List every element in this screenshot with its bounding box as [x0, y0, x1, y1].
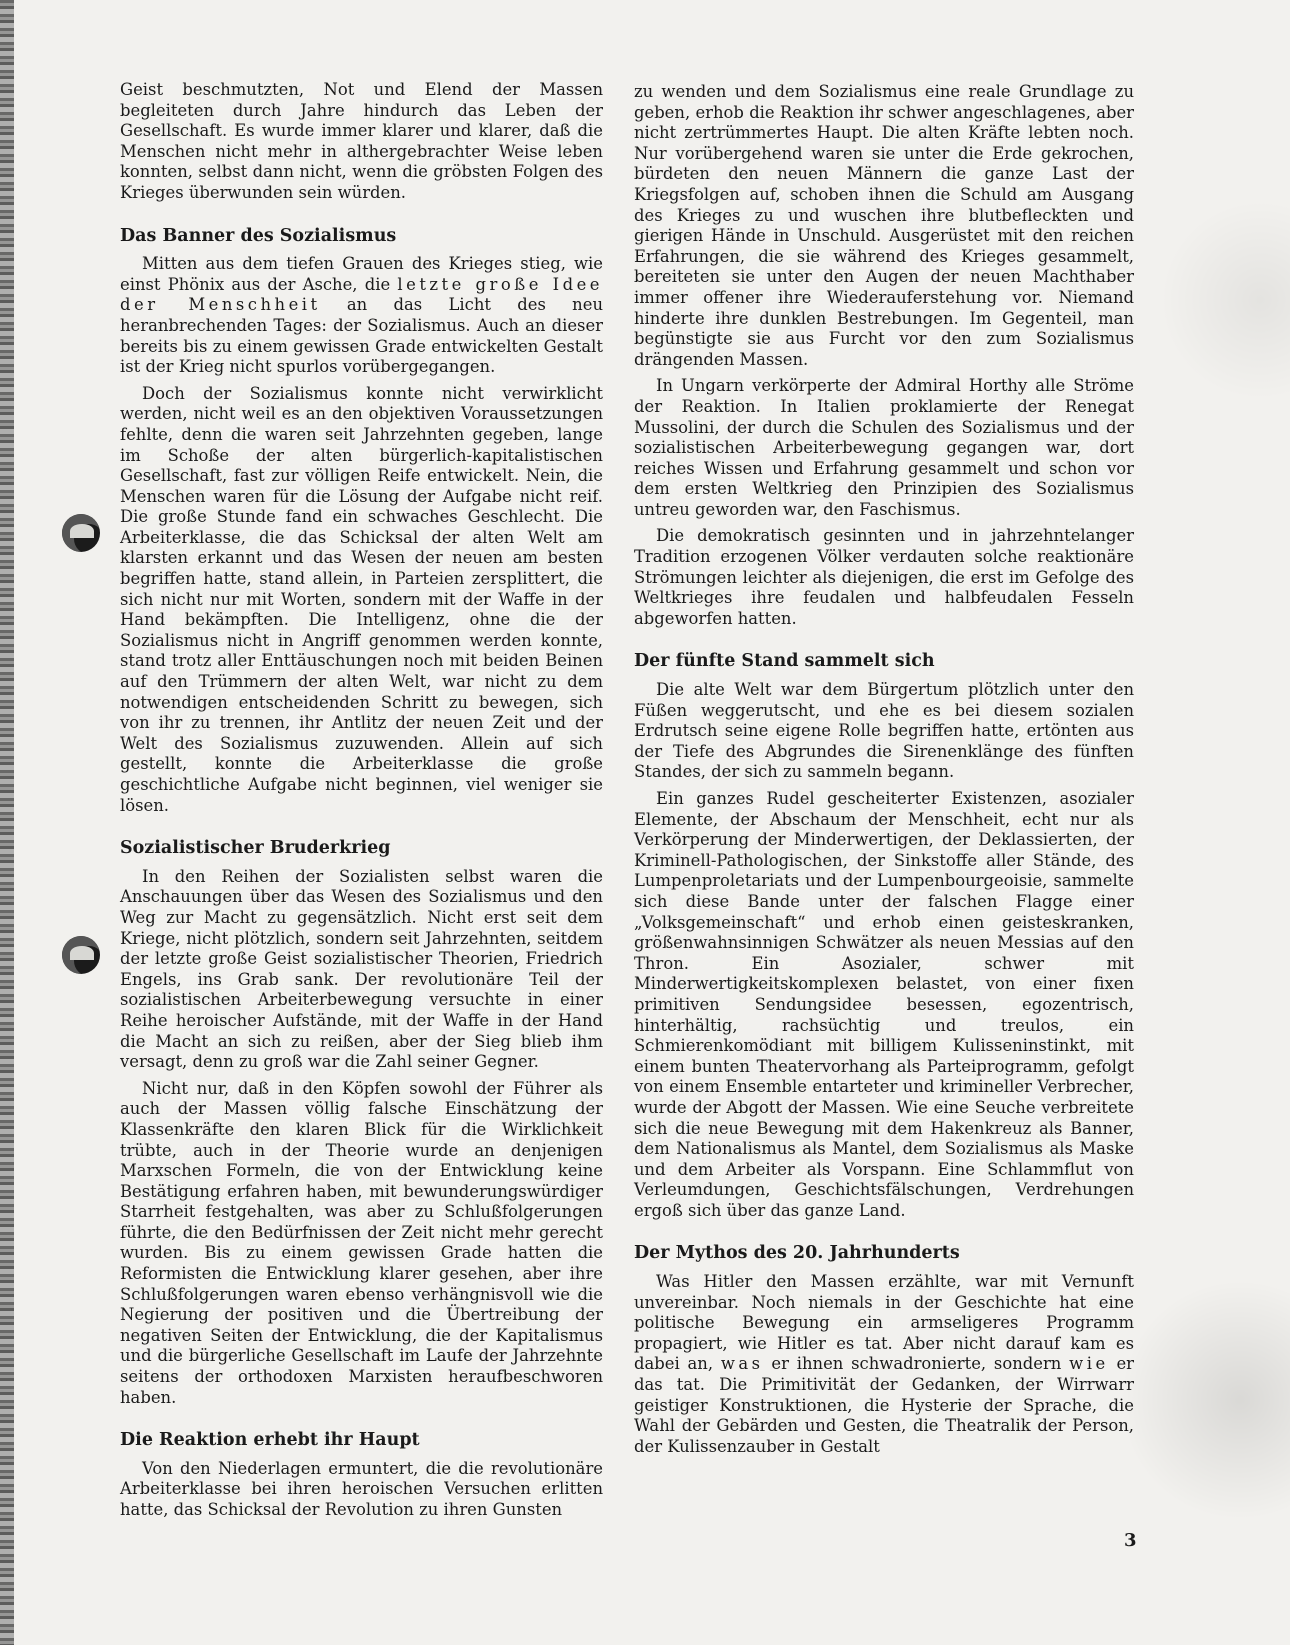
right-column: [634, 82, 1134, 1463]
section-heading: Das Banner des Sozialismus: [120, 225, 397, 246]
paragraph: [634, 1272, 1134, 1457]
section-heading: Der Mythos des 20. Jahrhunderts: [634, 1243, 960, 1264]
emphasized-text: letzte große Idee der Menschheit: [120, 274, 603, 315]
paragraph: Geist beschmutzten, Not und Elend der Massen begleiteten durch Jahre hindurch das Leben der Gesellschaft. Es wurde immer klarer und klarer, daß die Menschen nicht mehr in althergebrachter Weise leben konnten, selbst dann nicht, wenn die gröbsten Folgen des Krieges überwunden sein würden.: [120, 80, 603, 202]
paragraph: In den Reihen der Sozialisten selbst waren die Anschauungen über das Wesen des Sozialismus und den Weg zur Macht zu gegensätzlich. Nicht erst seit dem Kriege, nicht plötzlich, sondern seit Jahrzehnten, seitdem der letzte große Geist sozialistischer Theorien, Friedrich Engels, ins Grab sank. Der revolutionäre Teil der sozialistischen Arbeiterbewegung versuchte in einer Reihe heroischer Aufstände, mit der Waffe in der Hand die Macht an sich zu reißen, aber der Sieg blieb ihm versagt, denn zu groß war die Zahl seiner Gegner.: [120, 866, 603, 1072]
emphasized-text: was: [720, 1354, 764, 1374]
emphasized-text: wie: [1069, 1354, 1109, 1374]
section-heading: Die Reaktion erhebt ihr Haupt: [120, 1430, 420, 1451]
paragraph: [120, 254, 603, 378]
paragraph: In Ungarn verkörperte der Admiral Horthy alle Ströme der Reaktion. In Italien proklamierte der Renegat Mussolini, der durch die Schulen des Sozialismus und der sozialistischen Arbeiterbewegung gegangen war, dort reiches Wissen und Erfahrung gesammelt und schon vor dem ersten Weltkrieg den Prinzipien des Sozialismus untreu geworden war, den Faschismus.: [634, 376, 1134, 519]
text-segment: an das Licht des neu heranbrechenden Tages: der Sozialismus. Auch an dieser bereits bis zu einem gewissen Grade entwickelten Gestalt ist der Krieg nicht spurlos vorübergegangen.: [120, 295, 603, 377]
paragraph: Ein ganzes Rudel gescheiterter Existenzen, asozialer Elemente, der Abschaum der Menschheit, echt nur als Verkörperung der Minderwertigen, der Deklassierten, der Kriminell-Pathologischen, der Sinkstoffe aller Stände, des Lumpenproletariats und der Lumpenbourgeoisie, sammelte sich diese Bande unter der falschen Flagge einer „Volksgemeinschaft“ und erhob einen geisteskranken, größenwahnsinnigen Schwätzer als neuen Messias auf den Thron. Ein Asozialer, schwer mit Minderwertigkeitskomplexen belastet, von einer fixen primitiven Sendungsidee besessen, egozentrisch, hinterhältig, rachsüchtig und treulos, ein Schmierenkomödiant mit billigem Kulisseninstinkt, mit einem bunten Theatervorhang als Parteiprogramm, gefolgt von einem Ensemble entarteter und krimineller Verbrecher, wurde der Abgott der Massen. Wie eine Seuche verbreitete sich die neue Bewegung mit dem Hakenkreuz als Banner, dem Nationalismus als Mantel, dem Sozialismus als Maske und dem Arbeiter als Vorspann. Eine Schlammflut von Verleumdungen, Geschichtsfälschungen, Verdrehungen ergoß sich über das ganze Land.: [634, 789, 1134, 1220]
paragraph: Die demokratisch gesinnten und in jahrzehntelanger Tradition erzogenen Völker verdauten solche reaktionäre Strömungen leichter als diejenigen, die erst im Gefolge des Weltkrieges ihre feudalen und halbfeudalen Fesseln abgeworfen hatten.: [634, 526, 1134, 628]
left-column: [120, 80, 603, 1527]
punch-hole-top: [62, 514, 100, 552]
paragraph: Nicht nur, daß in den Köpfen sowohl der Führer als auch der Massen völlig falsche Einschätzung der Klassenkräfte den klaren Blick für die Wirklichkeit trübte, auch in der Theorie wurde an denjenigen Marxschen Formeln, die von der Entwicklung keine Bestätigung erfahren haben, mit bewunderungswürdiger Starrheit festgehalten, was aber zu Schlußfolgerungen führte, die den Bedürfnissen der Zeit nicht mehr gerecht wurden. Bis zu einem gewissen Grade hatten die Reformisten die Entwicklung klarer gesehen, aber ihre Schlußfolgerungen waren ebenso verhängnisvoll wie die Negierung der positiven und die Übertreibung der negativen Seiten der Entwicklung, die der Kapitalismus und die bürgerliche Gesellschaft im Laufe der Jahrzehnte seitens der orthodoxen Marxisten heraufbeschworen haben.: [120, 1078, 603, 1407]
text-segment: er ihnen schwadronierte, sondern: [763, 1354, 1070, 1374]
text-segment: er das tat. Die Primitivität der Gedanken, der Wirrwarr geistiger Konstruktionen, die Hysterie der Sprache, die Wahl der Gebärden und Gesten, die Theatralik der Person, der Kulissenzauber in Gestalt: [634, 1354, 1134, 1456]
punch-hole-bottom: [62, 936, 100, 974]
text-segment: Was Hitler den Massen erzählte, war mit Vernunft unvereinbar. Noch niemals in der Geschichte hat eine politische Bewegung ein armseligeres Programm propagiert, wie Hitler es tat. Aber nicht darauf kam es dabei an,: [634, 1272, 1134, 1374]
scan-edge: [0, 0, 14, 1645]
paragraph: Von den Niederlagen ermuntert, die die revolutionäre Arbeiterklasse bei ihren heroischen Versuchen erlitten hatte, das Schicksal der Revolution zu ihren Gunsten: [120, 1458, 603, 1519]
section-heading: Sozialistischer Bruderkrieg: [120, 838, 391, 859]
section-heading: Der fünfte Stand sammelt sich: [634, 651, 935, 672]
text-segment: Mitten aus dem tiefen Grauen des Krieges stieg, wie einst Phönix aus der Asche, die: [120, 254, 603, 294]
paragraph: Doch der Sozialismus konnte nicht verwirklicht werden, nicht weil es an den objektiven Voraussetzungen fehlte, denn die waren seit Jahrzehnten gegeben, lange im Schoße der alten bürgerlich-kapitalistischen Gesellschaft, fast zur völligen Reife entwickelt. Nein, die Menschen waren für die Lösung der Aufgabe nicht reif. Die große Stunde fand ein schwaches Geschlecht. Die Arbeiterklasse, die das Schicksal der alten Welt am klarsten erkannt und das Wesen der neuen am besten begriffen hatte, stand allein, in Parteien zersplittert, die sich nicht nur mit Worten, sondern mit der Waffe in der Hand bekämpften. Die Intelligenz, ohne die der Sozialismus nicht in Angriff genommen werden konnte, stand trotz aller Enttäuschungen noch mit beiden Beinen auf den Trümmern der alten Welt, war nicht zu dem notwendigen entscheidenden Schritt zu bewegen, sich von ihr zu trennen, ihr Antlitz der neuen Zeit und der Welt des Sozialismus zuzuwenden. Allein auf sich gestellt, konnte die Arbeiterklasse die große geschichtliche Aufgabe nicht beginnen, viel weniger sie lösen.: [120, 383, 603, 815]
page-number: 3: [1124, 1530, 1137, 1551]
paragraph: Die alte Welt war dem Bürgertum plötzlich unter den Füßen weggerutscht, und ehe es bei diesem sozialen Erdrutsch seine eigene Rolle begriffen hatte, ertönten aus der Tiefe des Abgrundes die Sirenenklänge des fünften Standes, der sich zu sammeln begann.: [634, 680, 1134, 782]
paragraph: zu wenden und dem Sozialismus eine reale Grundlage zu geben, erhob die Reaktion ihr schwer angeschlagenes, aber nicht zertrümmertes Haupt. Die alten Kräfte lebten noch. Nur vorübergehend waren sie unter die Erde gekrochen, bürdeten den neuen Männern die ganze Last der Kriegsfolgen auf, schoben ihnen die Schuld am Ausgang des Krieges zu und wuschen ihre blutbefleckten und gierigen Hände in Unschuld. Ausgerüstet mit den reichen Erfahrungen, die sie während des Krieges gesammelt, bereiteten sie unter den Augen der neuen Machthaber immer offener ihre Wiederauferstehung vor. Niemand hinderte ihre dunklen Bestrebungen. Im Gegenteil, man begünstigte sie aus Furcht vor den zum Sozialismus drängenden Massen.: [634, 82, 1134, 369]
